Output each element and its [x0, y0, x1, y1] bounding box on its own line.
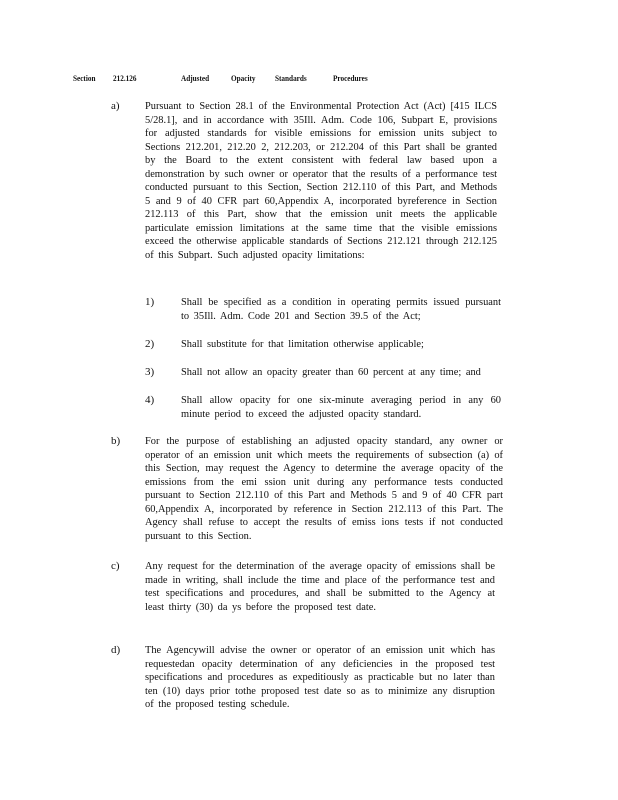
- section-label: Section: [73, 73, 96, 83]
- paragraph-b-text: For the purpose of establishing an adjusted opacity standard, any owner or operator of an emission unit which meets the requirements of subsection (a) of this Section, may request the Agency to determine the average opacity of the emissions from the emi ssion unit during any performance tests conducted pursuant to Section 212.110 of this Part and Methods 5 and 9 of 40 CFR part 60,Appendix A, incorporated by reference in Section 212.113 of this Part. The Agency shall refuse to accept the results of emiss ions tests if not conducted pursuant to this Section.: [145, 436, 503, 542]
- subitem-4-text: Shall allow opacity for one six-minute averaging period in any 60 minute period to exceed the adjusted opacity standard.: [181, 395, 501, 420]
- paragraph-a-text: Pursuant to Section 28.1 of the Environmental Protection Act (Act) [415 ILCS 5/28.1], and in accordance with 35Ill. Adm. Code 106, Subpart E, provisions for adjusted standards for visible emissions for emission units subject to Sections 212.201, 212.20 2, 212.203, or 212.204 of this Part shall be granted by the Board to the extent consistent with federal law based upon a demonstration by such owner or operator that the results of a performance test conducted pursuant to this Section, Section 212.110 of this Part, and Methods 5 and 9 of 40 CFR part 60,Appendix A, incorporated byreference in Section 212.113 of this Part, show that the emission unit meets the applicable particulate emission limitations at the same time that the visible emissions exceed the otherwise applicable standards of Sections 212.121 through 212.125 of this Subpart. Such adjusted opacity limitations:: [145, 101, 497, 261]
- subitem-4-marker: 4): [145, 394, 155, 406]
- subitem-3-text: Shall not allow an opacity greater than 60 percent at any time; and: [181, 367, 481, 378]
- section-title-word: Adjusted: [181, 73, 210, 83]
- subitem-1-text: Shall be specified as a condition in operating permits issued pursuant to 35Ill. Adm. Code 201 and Section 39.5 of the Act;: [181, 297, 501, 322]
- paragraph-b-marker: b): [111, 435, 121, 447]
- paragraph-d-marker: d): [111, 644, 121, 656]
- paragraph-c-text: Any request for the determination of the average opacity of emissions shall be made in writing, shall include the time and place of the performance test and test specifications and procedures, and shall be submitted to the Agency at least thirty (30) da ys before the proposed test date.: [145, 561, 495, 613]
- section-number: 212.126: [113, 73, 137, 83]
- section-title-word: Procedures: [333, 73, 368, 83]
- paragraph-c-marker: c): [111, 560, 120, 572]
- paragraph-d-text: The Agencywill advise the owner or operator of an emission unit which has requestedan opacity determination of any deficiencies in the proposed test specifications and procedures as expeditiously as practicable but no later than ten (10) days prior tothe proposed test date so as to minimize any disruption of the proposed testing schedule.: [145, 645, 495, 710]
- section-title-word: Opacity: [231, 73, 256, 83]
- subitem-2-marker: 2): [145, 338, 155, 350]
- section-title-word: Standards: [275, 73, 307, 83]
- paragraph-a-marker: a): [111, 100, 120, 112]
- subitem-1-marker: 1): [145, 296, 155, 308]
- subitem-3-marker: 3): [145, 366, 155, 378]
- subitem-2-text: Shall substitute for that limitation otherwise applicable;: [181, 339, 424, 350]
